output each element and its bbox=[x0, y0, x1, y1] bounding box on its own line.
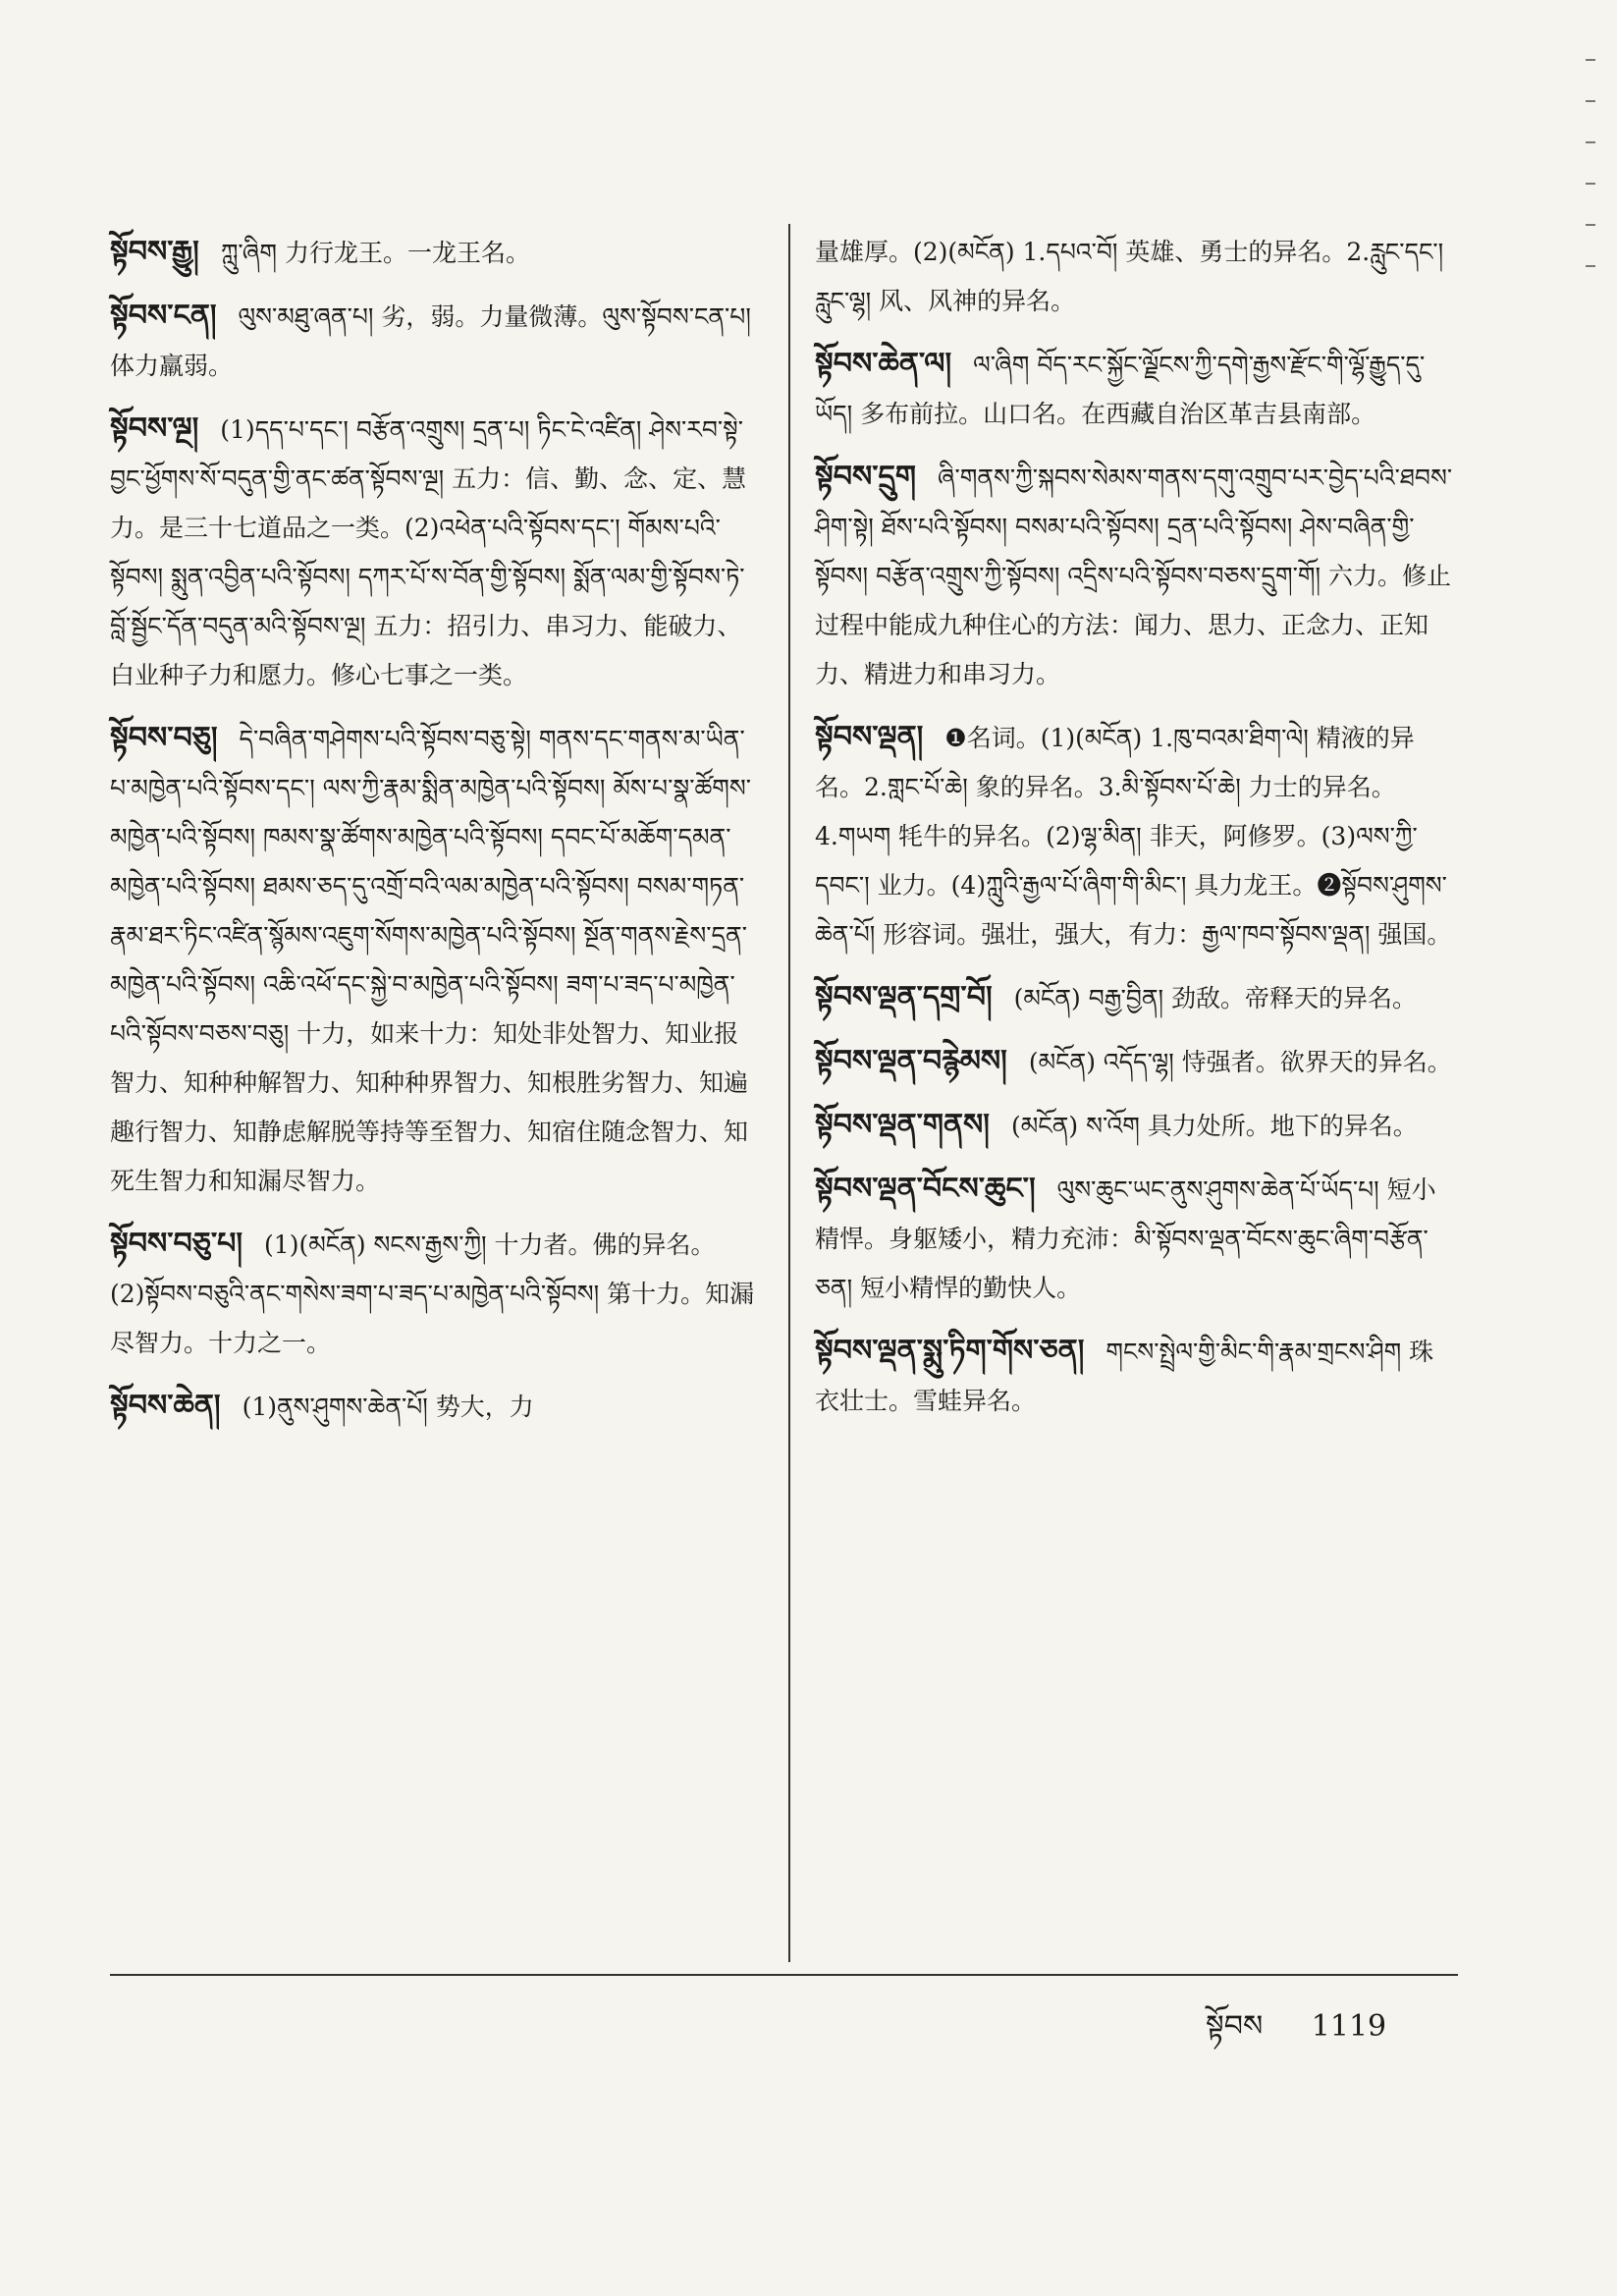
entry-headword: སྟོབས་ཆེན། bbox=[110, 1389, 221, 1423]
entry-headword: སྟོབས་ངན། bbox=[110, 299, 217, 333]
dictionary-entry bbox=[110, 1220, 758, 1368]
dictionary-entry bbox=[815, 1165, 1458, 1313]
entry-headword: སྟོབས་ལྡན་སྨུ་ཏིག་གོས་ཅན། bbox=[815, 1334, 1085, 1368]
entry-definition: ལུས་མཐུ་ཞན་པ། 劣，弱。力量微薄。ལུས་སྟོབས་ངན་པ། 体力羸弱。 bbox=[110, 302, 751, 380]
entry-headword: སྟོབས་ལྡན་དགྲ་བོ། bbox=[815, 980, 993, 1014]
entry-definition: (མངོན) ས་འོག 具力处所。地下的异名。 bbox=[1010, 1112, 1418, 1140]
entry-definition: དེ་བཞིན་གཤེགས་པའི་སྟོབས་བཅུ་སྟེ། གནས་དང་གནས་མ་ཡིན་པ་མཁྱེན་པའི་སྟོབས་དང་། ལས་ཀྱི་རྣམ་སྨིན་མཁྱེན་པའི་སྟོབས། མོས་པ་སྣ་ཚོགས་མཁྱེན་པའི་སྟོབས། ཁམས་སྣ་ཚོགས་མཁྱེན་པའི་སྟོབས། དབང་པོ་མཆོག་དམན་མཁྱེན་པའི་སྟོབས། ཐམས་ཅད་དུ་འགྲོ་བའི་ལམ་མཁྱེན་པའི་སྟོབས། བསམ་གཏན་རྣམ་ཐར་ཏིང་འཛིན་སྙོམས་འཇུག་སོགས་མཁྱེན་པའི་སྟོབས། སྔོན་གནས་རྗེས་དྲན་མཁྱེན་པའི་སྟོབས། འཆི་འཕོ་དང་སྐྱེ་བ་མཁྱེན་པའི་སྟོབས། ཟག་པ་ཟད་པ་མཁྱེན་པའི་སྟོབས་བཅས་བཅུ། 十力，如来十力：知处非处智力、知业报智力、知种种解智力、知种种界智力、知根胜劣智力、知遍趣行智力、知静虑解脱等持等至智力、知宿住随念智力、知死生智力和知漏尽智力。 bbox=[110, 725, 751, 1195]
column-divider bbox=[788, 224, 790, 1962]
dictionary-entry bbox=[110, 714, 758, 1206]
entry-headword: སྟོབས་ལྡན་བོངས་ཆུང་། bbox=[815, 1172, 1036, 1206]
dictionary-entry bbox=[110, 1382, 758, 1432]
dictionary-entry-continued bbox=[815, 228, 1458, 326]
entry-definition: (མངོན) བརྒྱ་བྱིན། 劲敌。帝释天的异名。 bbox=[1013, 984, 1418, 1012]
entry-headword: སྟོབས་ཆེན་ལ། bbox=[815, 347, 952, 381]
dictionary-entry bbox=[815, 1327, 1458, 1426]
dictionary-entry bbox=[110, 228, 758, 278]
entry-definition: ལུས་ཆུང་ཡང་ནུས་ཤུགས་ཆེན་པོ་ཡོད་པ། 短小精悍。身躯矮小，精力充沛：མི་སྟོབས་ལྡན་བོངས་ཆུང་ཞིག་བརྩོན་ཅན། 短小精悍的勤快人。 bbox=[815, 1175, 1436, 1302]
page-footer bbox=[1206, 1994, 1386, 2076]
entry-headword: སྟོབས་ལྡན་བརྙེམས། bbox=[815, 1044, 1007, 1078]
dictionary-entry bbox=[815, 973, 1458, 1023]
page-number: 1119 bbox=[1311, 2009, 1387, 2044]
dictionary-entry bbox=[110, 292, 758, 391]
entry-headword: སྟོབས་བཅུ་པ། bbox=[110, 1227, 243, 1261]
dictionary-entry bbox=[815, 1101, 1458, 1151]
entry-definition: ཀླུ་ཞིག 力行龙王。一龙王名。 bbox=[220, 239, 530, 267]
scan-edge-marks bbox=[1586, 59, 1599, 2219]
entry-definition: (1)དད་པ་དང་། བརྩོན་འགྲུས། དྲན་པ། ཏིང་ངེ་འཛིན། ཤེས་རབ་སྟེ་བྱང་ཕྱོགས་སོ་བདུན་གྱི་ནང་ཚན་སྟོབས་ལྔ། 五力：信、勤、念、定、慧力。是三十七道品之一类。(2)འཕེན་པའི་སྟོབས་དང་། གོམས་པའི་སྟོབས། སྨུན་འབྱིན་པའི་སྟོབས། དཀར་པོ་ས་བོན་གྱི་སྟོབས། སྨོན་ལམ་གྱི་སྟོབས་ཏེ་བློ་སྦྱོང་དོན་བདུན་མའི་སྟོབས་ལྔ། 五力：招引力、串习力、能破力、白业种子力和愿力。修心七事之一类。 bbox=[110, 415, 747, 689]
entry-headword: སྟོབས་དྲུག bbox=[815, 460, 917, 494]
right-column bbox=[815, 228, 1458, 1440]
entry-definition: ❶名词。(1)(མངོན) 1.ཁུ་བའམ་ཐིག་ལེ། 精液的异名。2.གླང་པོ་ཆེ། 象的异名。3.མི་སྟོབས་པོ་ཆེ། 力士的异名。4.གཡག 牦牛的异名。(2)ལྷ་མིན། 非天，阿修罗。(3)ལས་ཀྱི་དབང་། 业力。(4)ཀླུའི་རྒྱལ་པོ་ཞིག་གི་མིང་། 具力龙王。❷སྟོབས་ཤུགས་ཆེན་པོ། 形容词。强壮，强大，有力：རྒྱལ་ཁབ་སྟོབས་ལྡན། 强国。 bbox=[815, 724, 1452, 949]
entry-headword: སྟོབས་ལྔ། bbox=[110, 411, 199, 446]
dictionary-entry bbox=[815, 1037, 1458, 1087]
footer-rule bbox=[110, 1974, 1458, 1976]
dictionary-entry bbox=[815, 453, 1458, 699]
entry-headword: སྟོབས་ལྡན། bbox=[815, 720, 924, 754]
dictionary-entry bbox=[815, 713, 1458, 959]
entry-definition: གངས་སྤྲེལ་གྱི་མིང་གི་རྣམ་གྲངས་ཤིག 珠衣壮士。雪蛙异名。 bbox=[815, 1338, 1434, 1415]
entry-definition: (1)ནུས་ཤུགས་ཆེན་པོ། 势大，力 bbox=[242, 1393, 534, 1421]
entry-headword: སྟོབས་ལྡན་གནས། bbox=[815, 1108, 990, 1142]
left-column bbox=[110, 228, 758, 1446]
entry-definition: 量雄厚。(2)(མངོན) 1.དཔའ་བོ། 英雄、勇士的异名。2.རླུང་དང་། རླུང་ལྷ། 风、风神的异名。 bbox=[815, 238, 1444, 315]
dictionary-entry bbox=[815, 340, 1458, 439]
entry-headword: སྟོབས་བཅུ། bbox=[110, 721, 218, 755]
dictionary-entry bbox=[110, 405, 758, 700]
entry-definition: (མངོན) འདོད་ལྷ། 恃强者。欲界天的异名。 bbox=[1028, 1048, 1452, 1076]
entry-definition: ཞི་གནས་ཀྱི་སྐབས་སེམས་གནས་དགུ་འགྲུབ་པར་བྱེད་པའི་ཐབས་ཤིག་སྟེ། ཐོས་པའི་སྟོབས། བསམ་པའི་སྟོབས། དྲན་པའི་སྟོབས། ཤེས་བཞིན་གྱི་སྟོབས། བརྩོན་འགྲུས་ཀྱི་སྟོབས། འདྲིས་པའི་སྟོབས་བཅས་དྲུག་གོ། 六力。修止过程中能成九种住心的方法：闻力、思力、正念力、正知力、精进力和串习力。 bbox=[815, 464, 1453, 688]
running-head: སྟོབས bbox=[1206, 2009, 1264, 2044]
entry-headword: སྟོབས་རྒྱུ། bbox=[110, 235, 199, 269]
entry-definition: ལ་ཞིག བོད་རང་སྐྱོང་ལྗོངས་ཀྱི་དགེ་རྒྱས་རྫོང་གི་ལྷོ་རྒྱུད་དུ་ཡོད། 多布前拉。山口名。在西藏自治区革吉县南部。 bbox=[815, 351, 1426, 428]
entry-definition: (1)(མངོན) སངས་རྒྱས་ཀྱི། 十力者。佛的异名。(2)སྟོབས་བཅུའི་ནང་གསེས་ཟག་པ་ཟད་པ་མཁྱེན་པའི་སྟོབས། 第十力。知漏尽智力。十力之一。 bbox=[110, 1230, 755, 1357]
